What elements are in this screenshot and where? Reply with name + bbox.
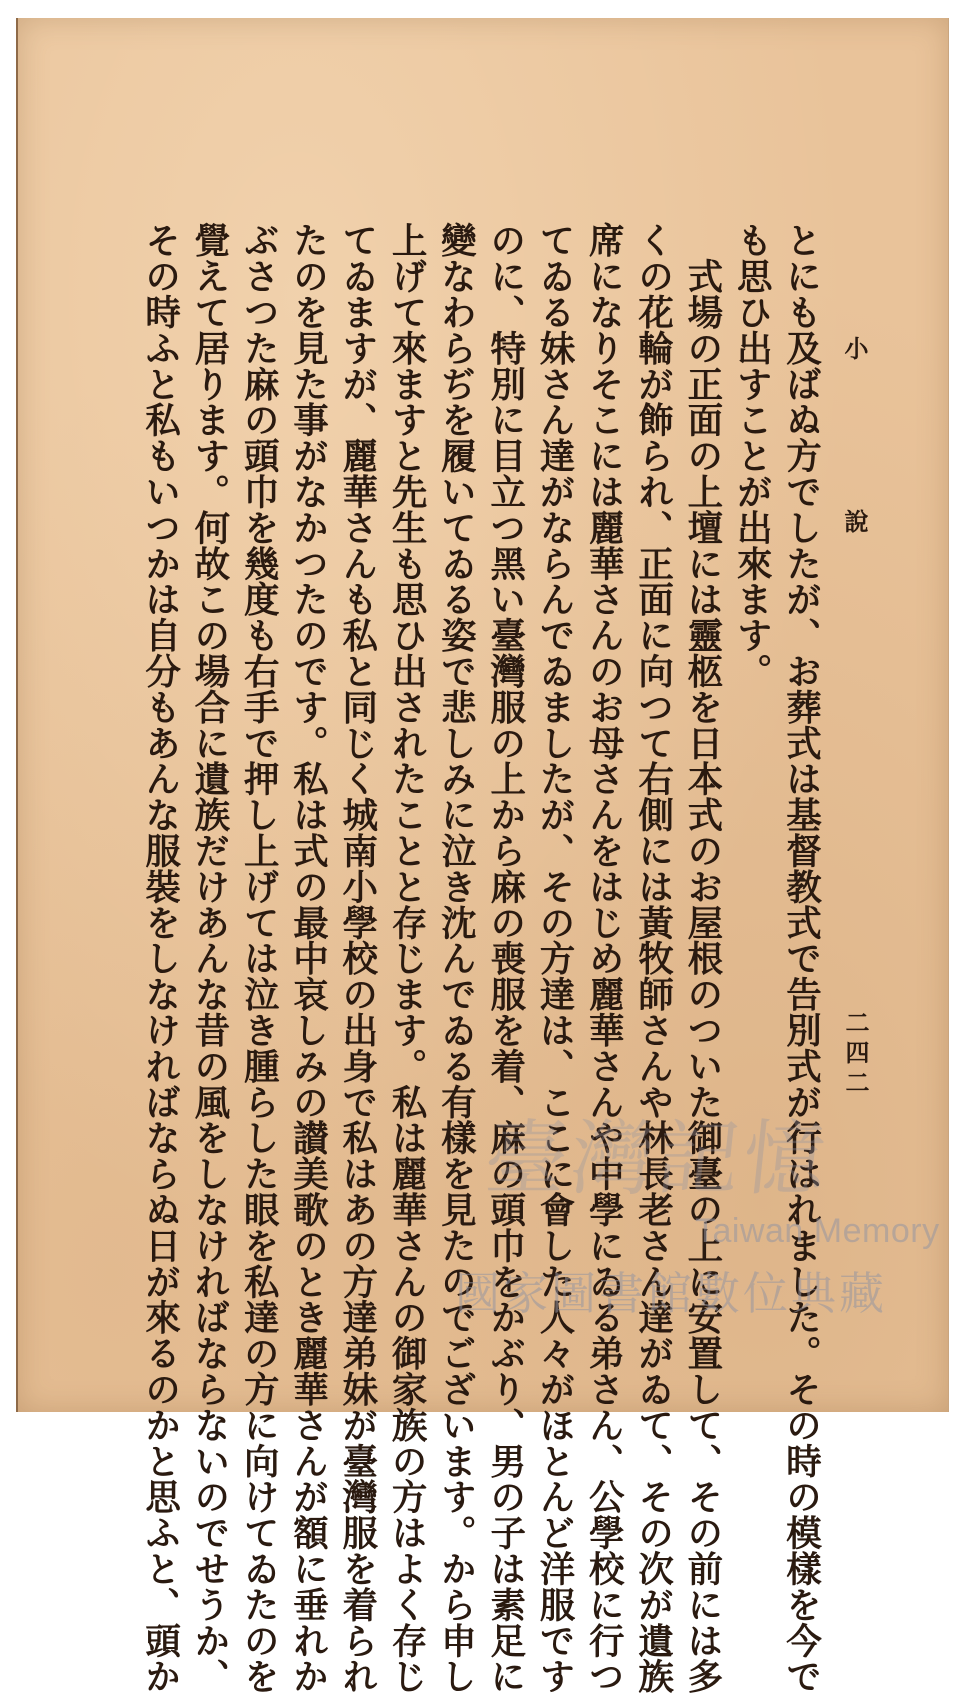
text-column: とにも及ばぬ方でしたが、お葬式は基督教式で告別式が行はれました。その時の模樣を今で (780, 222, 822, 1694)
header-title: 小 說 (840, 336, 869, 593)
text-column: 覺えて居ります。何故この場合に遺族だけあんな昔の風をしなければならないのでせうか、 (188, 222, 230, 1694)
watermark-logo: 臺灣記憶 (480, 1112, 835, 1207)
text-column: くの花輪が飾られ、正面に向つて右側には黃牧師さんや林長老さん達がゐて、その次が遺族 (632, 222, 674, 1694)
text-column: その時ふと私もいつかは自分もあんな服裝をしなければならぬ日が來るのかと思ふと、頭か (139, 222, 181, 1694)
text-column: たのを見た事がなかつたのです。私は式の最中哀しみの讃美歌のとき麗華さんが額に垂れか (287, 222, 329, 1694)
watermark-english: Taiwan Memory (695, 1212, 940, 1250)
page-number: 二四二 (841, 1010, 870, 1100)
text-column: ぶさつた麻の頭巾を幾度も右手で押し上げては泣き腫らした眼を私達の方に向けてゐたのを (238, 222, 280, 1694)
watermark-chinese: 國家圖書館數位典藏 (455, 1267, 888, 1320)
text-column: 席になりそこには麗華さんのお母さんをはじめ麗華さんや中學にゐる弟さん、公學校に行つ (583, 222, 625, 1694)
text-column: てゐる妹さん達がならんでゐましたが、その方達は、ここに會した人々がほとんど洋服です (534, 222, 575, 1694)
text-column: も思ひ出すことが出來ます。 (731, 222, 773, 689)
text-column: 式場の正面の上壇には靈柩を日本式のお屋根のついた御臺の上に安置して、その前には多 (681, 222, 723, 1694)
text-column: のに、特別に目立つ黑い臺灣服の上から麻の喪服を着、麻の頭巾をかぶり、男の子は素足に (484, 222, 526, 1694)
text-column: 變なわらぢを履いてゐる姿で悲しみに泣き沈んでゐる有樣を見たのでございます。から申し (435, 222, 477, 1694)
text-column: てゐますが、麗華さんも私と同じく城南小學校の出身で私はあの方達弟妹が臺灣服を着られ (336, 222, 378, 1694)
text-column: 上げて來ますと先生も思ひ出されたことと存じます。私は麗華さんの御家族の方はよく存じ (386, 222, 428, 1694)
